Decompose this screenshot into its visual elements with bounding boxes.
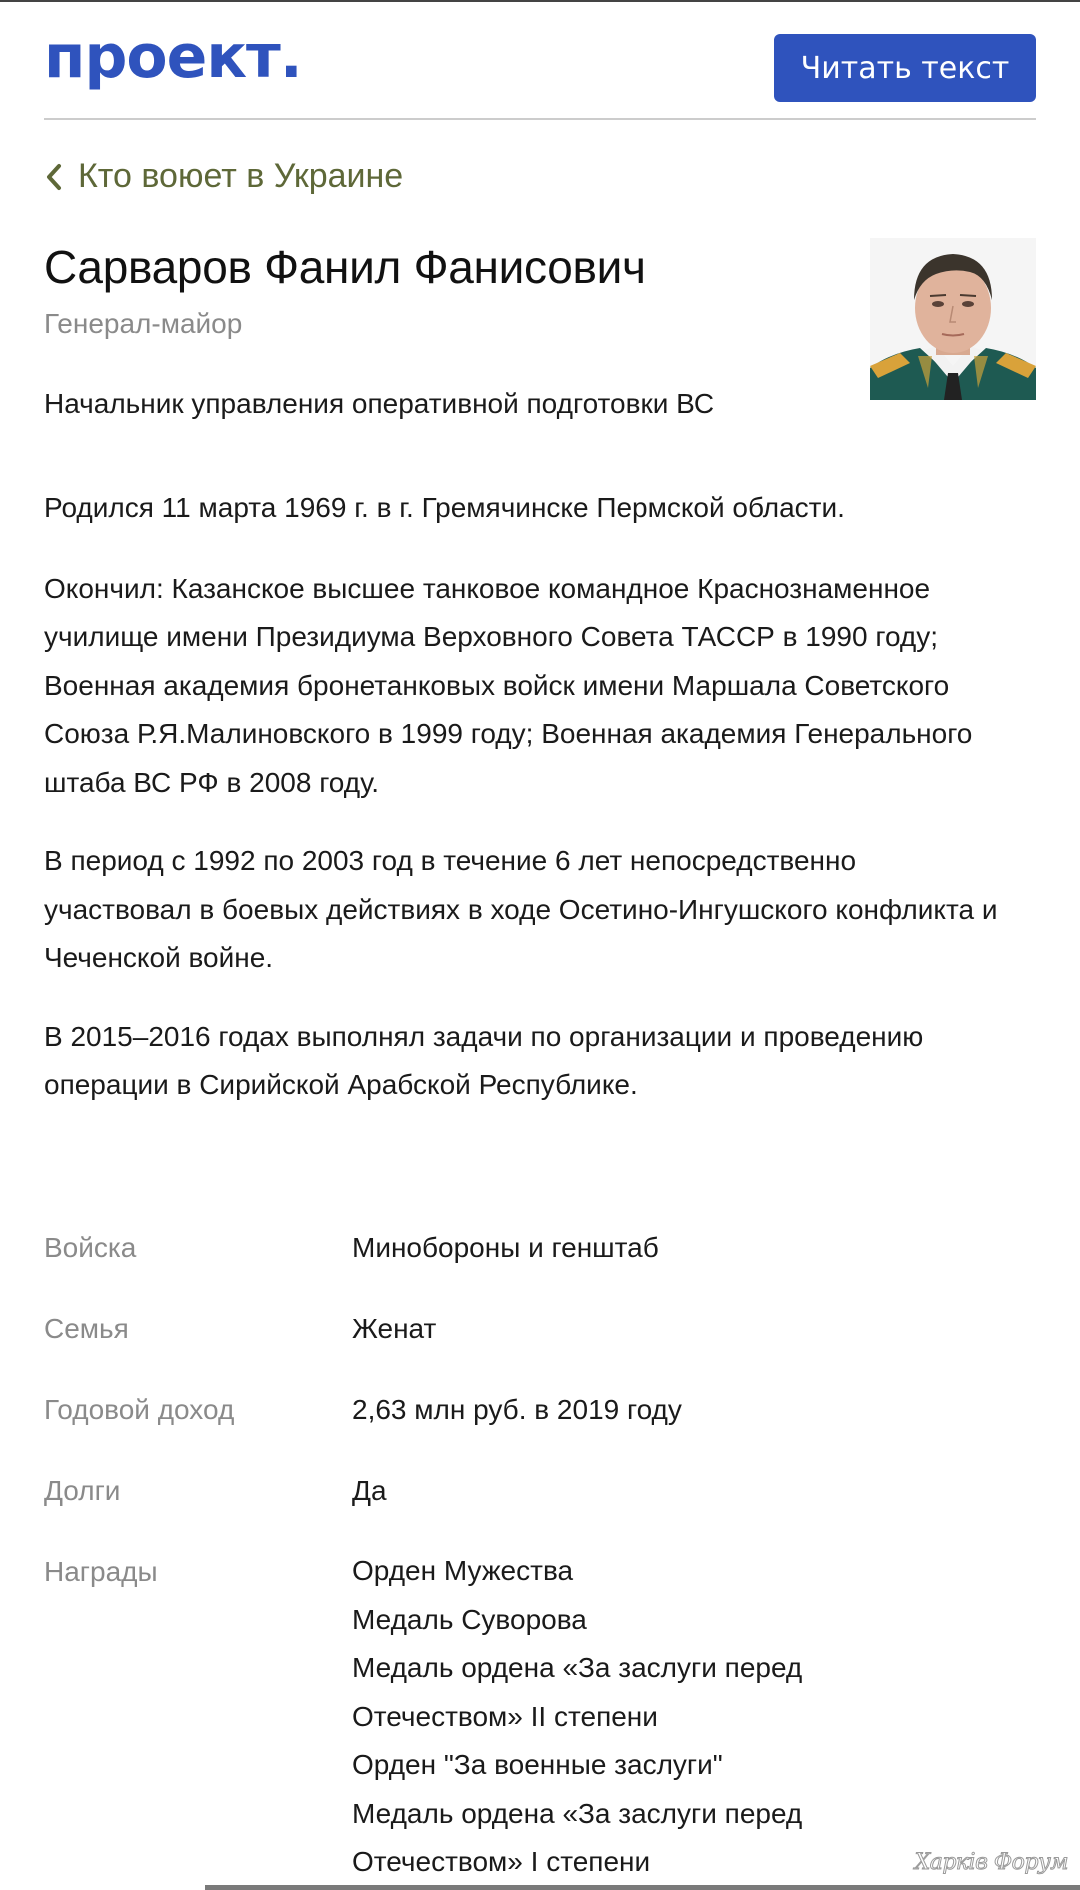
watermark: Харків Форум <box>914 1850 1068 1875</box>
fact-label: Долги <box>44 1475 121 1506</box>
person-position: Начальник управления оперативной подготовки ВС <box>44 388 715 419</box>
award-item: Орден Мужества <box>352 1555 574 1586</box>
fact-value: Да <box>352 1475 387 1506</box>
person-rank: Генерал-майор <box>44 308 243 339</box>
breadcrumb-back-link[interactable] <box>44 157 403 196</box>
fact-label: Войска <box>44 1232 137 1263</box>
bio-syria: В 2015–2016 годах выполнял задачи по организации и проведению операции в Сирийской Арабской Республике. <box>44 1020 924 1100</box>
bottom-bar <box>205 1885 1080 1890</box>
bio-birth: Родился 11 марта 1969 г. в г. Гремячинске Пермской области. <box>44 492 845 523</box>
fact-value: Минобороны и генштаб <box>352 1232 659 1263</box>
person-photo <box>870 238 1036 400</box>
award-item: Медаль ордена «За заслуги перед Отечеством» II степени <box>352 1652 803 1732</box>
fact-value: Женат <box>352 1313 437 1344</box>
award-item: Медаль Суворова <box>352 1603 587 1635</box>
fact-row-awards <box>44 1551 1044 1887</box>
fact-label: Годовой доход <box>44 1394 235 1425</box>
bio-combat: В период с 1992 по 2003 год в течение 6 лет непосредственно участвовал в боевых действиях в ходе Осетино-Ингушского конфликта и Чеченской войне. <box>44 845 998 973</box>
bio-education: Окончил: Казанское высшее танковое командное Краснознаменное училище имени Президиума Верховного Совета ТАССР в 1990 году; Военная академия бронетанковых войск имени Маршала Советского Союза Р.Я.Малиновского в 1999 году; Военная академия Генерального штаба ВС РФ в 2008 году. <box>44 572 973 798</box>
fact-row-troops <box>44 1227 1044 1268</box>
fact-row-debts <box>44 1470 1044 1511</box>
fact-row-income <box>44 1389 1044 1430</box>
biography <box>44 484 1044 1140</box>
fact-label: Семья <box>44 1313 129 1344</box>
read-text-button[interactable]: Читать текст <box>774 34 1036 102</box>
breadcrumb-label: Кто воюет в Украине <box>78 157 404 195</box>
chevron-left-icon <box>44 162 64 192</box>
fact-value: 2,63 млн руб. в 2019 году <box>352 1394 682 1425</box>
award-item: Орден "За военные заслуги" <box>352 1749 723 1780</box>
site-header <box>44 2 1036 120</box>
facts-table <box>44 1227 1044 1890</box>
awards-list <box>352 1547 872 1887</box>
proekt-logo[interactable]: проект. <box>44 22 302 92</box>
person-name: Сарваров Фанил Фанисович <box>44 241 646 293</box>
fact-label: Награды <box>44 1556 158 1587</box>
fact-row-family <box>44 1308 1044 1349</box>
award-item: Медаль ордена «За заслуги перед Отечеством» I степени <box>352 1797 803 1877</box>
portrait-image <box>870 238 1036 400</box>
